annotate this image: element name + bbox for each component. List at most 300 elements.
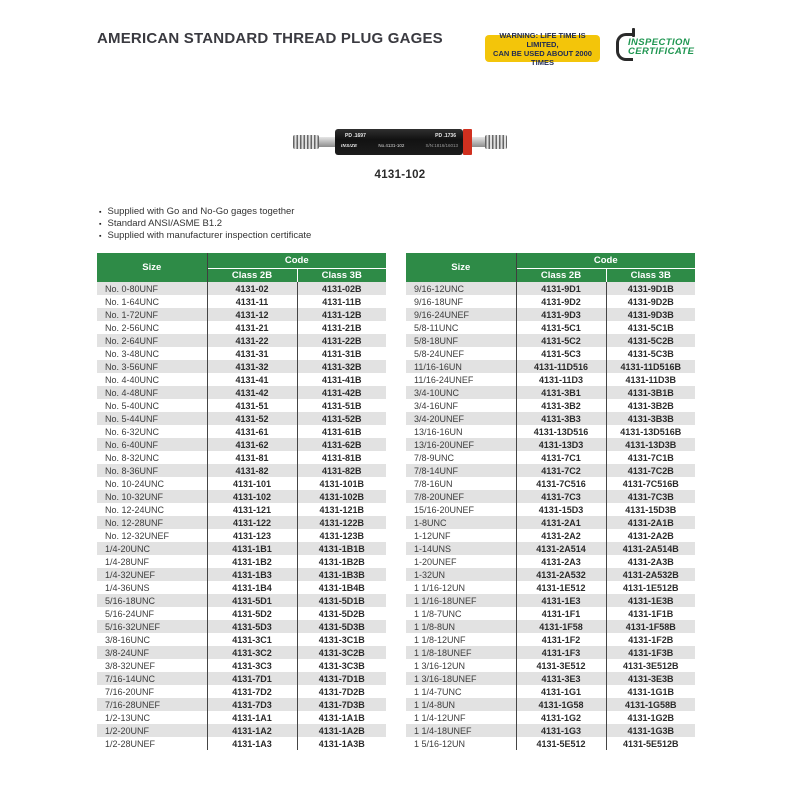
size-value: 1-8UNC: [406, 516, 516, 529]
size-value: No. 3-56UNF: [97, 360, 207, 373]
class-2b-code: 4131-5D2: [207, 607, 297, 620]
table-row: [406, 685, 695, 698]
class-3b-code: 4131-2A1B: [606, 516, 695, 529]
class-2b-code: 4131-1A1: [207, 711, 297, 724]
size-value: 15/16-20UNEF: [406, 503, 516, 516]
page-title: AMERICAN STANDARD THREAD PLUG GAGES: [97, 30, 443, 47]
class-3b-code: 4131-1G1B: [606, 685, 695, 698]
class-2b-header: Class 2B: [516, 268, 606, 282]
size-value: No. 8-32UNC: [97, 451, 207, 464]
table-row: [97, 607, 386, 620]
size-value: No. 0-80UNF: [97, 282, 207, 295]
class-2b-code: 4131-2A1: [516, 516, 606, 529]
class-3b-code: 4131-5C3B: [606, 347, 695, 360]
size-value: No. 4-40UNC: [97, 373, 207, 386]
feature-text: Supplied with manufacturer inspection certificate: [107, 230, 312, 241]
table-row: [406, 724, 695, 737]
class-3b-code: 4131-5C2B: [606, 334, 695, 347]
class-3b-code: 4131-32B: [297, 360, 386, 373]
class-3b-code: 4131-5D2B: [297, 607, 386, 620]
class-3b-code: 4131-5D1B: [297, 594, 386, 607]
class-2b-code: 4131-7C2: [516, 464, 606, 477]
class-2b-code: 4131-02: [207, 282, 297, 295]
class-2b-code: 4131-62: [207, 438, 297, 451]
class-3b-code: 4131-41B: [297, 373, 386, 386]
table-row: [406, 633, 695, 646]
size-value: 1 1/4-18UNEF: [406, 724, 516, 737]
bullet-icon: ▪: [99, 221, 102, 228]
table-row: [406, 438, 695, 451]
size-value: 1 1/16-12UN: [406, 581, 516, 594]
right-pd-marking: PD .1736: [435, 133, 456, 139]
table-row: [406, 399, 695, 412]
size-column-header: Size: [406, 253, 516, 282]
feature-item: [99, 218, 311, 230]
table-row: [406, 386, 695, 399]
table-row: [406, 542, 695, 555]
table-row: [97, 568, 386, 581]
size-value: 9/16-18UNF: [406, 295, 516, 308]
table-row: [97, 464, 386, 477]
table-row: [97, 737, 386, 750]
size-value: 3/4-10UNC: [406, 386, 516, 399]
size-value: 7/8-14UNF: [406, 464, 516, 477]
class-3b-code: 4131-13D3B: [606, 438, 695, 451]
size-value: No. 12-28UNF: [97, 516, 207, 529]
table-row: [97, 438, 386, 451]
table-row: [97, 594, 386, 607]
size-value: No. 1-64UNC: [97, 295, 207, 308]
warning-line-1: WARNING: LIFE TIME IS LIMITED,: [499, 30, 586, 49]
class-3b-code: 4131-1G58B: [606, 698, 695, 711]
size-value: No. 5-44UNF: [97, 412, 207, 425]
class-3b-code: 4131-1G3B: [606, 724, 695, 737]
class-3b-code: 4131-22B: [297, 334, 386, 347]
class-3b-code: 4131-1F3B: [606, 646, 695, 659]
nogo-red-ring: [463, 129, 472, 155]
left-shank: [319, 137, 335, 147]
class-2b-code: 4131-7C1: [516, 451, 606, 464]
size-value: 11/16-16UN: [406, 360, 516, 373]
class-2b-code: 4131-1G1: [516, 685, 606, 698]
size-value: 5/8-24UNEF: [406, 347, 516, 360]
size-value: 1/4-28UNF: [97, 555, 207, 568]
table-row: [406, 672, 695, 685]
class-2b-code: 4131-1E3: [516, 594, 606, 607]
size-value: No. 3-48UNC: [97, 347, 207, 360]
class-3b-code: 4131-12B: [297, 308, 386, 321]
class-2b-code: 4131-41: [207, 373, 297, 386]
class-2b-code: 4131-61: [207, 425, 297, 438]
table-row: [97, 477, 386, 490]
class-2b-code: 4131-52: [207, 412, 297, 425]
size-value: 1 5/16-12UN: [406, 737, 516, 750]
class-3b-header: Class 3B: [297, 268, 386, 282]
class-2b-code: 4131-101: [207, 477, 297, 490]
class-3b-code: 4131-62B: [297, 438, 386, 451]
warning-line-2: CAN BE USED ABOUT 2000 TIMES: [493, 48, 592, 67]
size-value: 13/16-16UN: [406, 425, 516, 438]
table-row: [406, 698, 695, 711]
table-row: [97, 698, 386, 711]
table-row: [97, 334, 386, 347]
size-value: 7/16-20UNF: [97, 685, 207, 698]
table-row: [406, 373, 695, 386]
table-row: [97, 555, 386, 568]
product-code-caption: 4131-102: [374, 169, 426, 181]
model-marking: No.4131-102: [378, 143, 405, 148]
class-3b-code: 4131-1E512B: [606, 581, 695, 594]
inspection-certificate-logo: [616, 32, 706, 62]
feature-item: [99, 206, 311, 218]
table-row: [406, 334, 695, 347]
class-2b-code: 4131-122: [207, 516, 297, 529]
size-value: 3/8-32UNEF: [97, 659, 207, 672]
table-row: [97, 646, 386, 659]
table-row: [406, 620, 695, 633]
size-value: 3/4-16UNF: [406, 399, 516, 412]
class-3b-code: 4131-31B: [297, 347, 386, 360]
table-row: [97, 412, 386, 425]
class-2b-code: 4131-5C1: [516, 321, 606, 334]
table-row: [406, 490, 695, 503]
class-3b-code: 4131-1B3B: [297, 568, 386, 581]
size-value: 3/8-16UNC: [97, 633, 207, 646]
class-2b-code: 4131-15D3: [516, 503, 606, 516]
class-2b-code: 4131-9D2: [516, 295, 606, 308]
class-3b-code: 4131-61B: [297, 425, 386, 438]
class-2b-code: 4131-2A514: [516, 542, 606, 555]
class-3b-code: 4131-02B: [297, 282, 386, 295]
class-2b-code: 4131-7C3: [516, 490, 606, 503]
class-3b-code: 4131-15D3B: [606, 503, 695, 516]
class-2b-code: 4131-7C516: [516, 477, 606, 490]
size-code-table-left: [97, 253, 386, 750]
size-value: 13/16-20UNEF: [406, 438, 516, 451]
size-value: 1-14UNS: [406, 542, 516, 555]
class-3b-code: 4131-1F58B: [606, 620, 695, 633]
size-value: 9/16-12UNC: [406, 282, 516, 295]
class-3b-code: 4131-11D516B: [606, 360, 695, 373]
class-3b-code: 4131-81B: [297, 451, 386, 464]
size-value: 1 1/8-18UNEF: [406, 646, 516, 659]
size-value: 3/4-20UNEF: [406, 412, 516, 425]
class-3b-code: 4131-1G2B: [606, 711, 695, 724]
table-row: [406, 295, 695, 308]
size-value: 1 3/16-12UN: [406, 659, 516, 672]
class-3b-code: 4131-101B: [297, 477, 386, 490]
certificate-bracket-icon: [616, 33, 633, 61]
class-3b-code: 4131-1A3B: [297, 737, 386, 750]
class-2b-code: 4131-3E512: [516, 659, 606, 672]
class-3b-code: 4131-1B2B: [297, 555, 386, 568]
size-value: No. 2-56UNC: [97, 321, 207, 334]
table-row: [97, 295, 386, 308]
class-3b-code: 4131-9D3B: [606, 308, 695, 321]
table-row: [406, 347, 695, 360]
class-3b-code: 4131-3C2B: [297, 646, 386, 659]
class-2b-code: 4131-121: [207, 503, 297, 516]
table-row: [97, 399, 386, 412]
brand-logo: INSIZE: [341, 143, 358, 148]
class-3b-code: 4131-11B: [297, 295, 386, 308]
class-2b-code: 4131-5D1: [207, 594, 297, 607]
class-2b-code: 4131-2A2: [516, 529, 606, 542]
class-2b-code: 4131-3C2: [207, 646, 297, 659]
class-3b-code: 4131-7C3B: [606, 490, 695, 503]
class-2b-code: 4131-11D3: [516, 373, 606, 386]
size-value: No. 12-32UNEF: [97, 529, 207, 542]
size-code-table-right: [406, 253, 695, 750]
class-2b-code: 4131-1E512: [516, 581, 606, 594]
class-3b-code: 4131-52B: [297, 412, 386, 425]
class-2b-code: 4131-1B1: [207, 542, 297, 555]
size-value: No. 4-48UNF: [97, 386, 207, 399]
class-3b-code: 4131-1B4B: [297, 581, 386, 594]
size-value: 1/2-13UNC: [97, 711, 207, 724]
class-2b-code: 4131-3B3: [516, 412, 606, 425]
size-value: No. 10-32UNF: [97, 490, 207, 503]
size-value: 3/8-24UNF: [97, 646, 207, 659]
class-3b-code: 4131-102B: [297, 490, 386, 503]
class-3b-code: 4131-7D3B: [297, 698, 386, 711]
size-value: No. 2-64UNF: [97, 334, 207, 347]
size-value: 1/4-32UNEF: [97, 568, 207, 581]
class-3b-code: 4131-11D3B: [606, 373, 695, 386]
table-row: [97, 685, 386, 698]
table-row: [406, 321, 695, 334]
table-row: [97, 360, 386, 373]
class-2b-code: 4131-5D3: [207, 620, 297, 633]
table-row: [97, 308, 386, 321]
class-3b-code: 4131-7D1B: [297, 672, 386, 685]
class-2b-code: 4131-13D516: [516, 425, 606, 438]
table-row: [406, 607, 695, 620]
class-2b-code: 4131-1F3: [516, 646, 606, 659]
size-value: 5/8-11UNC: [406, 321, 516, 334]
certificate-line-1: INSPECTION: [628, 36, 691, 48]
class-2b-code: 4131-3C3: [207, 659, 297, 672]
table-row: [97, 516, 386, 529]
class-3b-code: 4131-1B1B: [297, 542, 386, 555]
class-2b-code: 4131-1A2: [207, 724, 297, 737]
class-3b-code: 4131-123B: [297, 529, 386, 542]
table-row: [406, 659, 695, 672]
size-value: 1 1/4-12UNF: [406, 711, 516, 724]
size-value: No. 10-24UNC: [97, 477, 207, 490]
size-value: No. 6-40UNF: [97, 438, 207, 451]
class-3b-code: 4131-3B1B: [606, 386, 695, 399]
table-row: [97, 581, 386, 594]
table-row: [406, 737, 695, 750]
size-value: 5/16-32UNEF: [97, 620, 207, 633]
class-3b-code: 4131-1F1B: [606, 607, 695, 620]
size-value: 1/4-20UNC: [97, 542, 207, 555]
warning-badge: [485, 30, 600, 67]
class-2b-code: 4131-7D3: [207, 698, 297, 711]
size-value: 1 1/8-7UNC: [406, 607, 516, 620]
right-shank: [472, 137, 485, 147]
class-3b-code: 4131-9D2B: [606, 295, 695, 308]
bullet-icon: ▪: [99, 209, 102, 216]
class-3b-code: 4131-2A2B: [606, 529, 695, 542]
class-2b-code: 4131-9D1: [516, 282, 606, 295]
class-3b-code: 4131-9D1B: [606, 282, 695, 295]
table-row: [406, 282, 695, 295]
class-3b-code: 4131-1A2B: [297, 724, 386, 737]
size-value: 1-20UNEF: [406, 555, 516, 568]
table-row: [406, 360, 695, 373]
class-2b-code: 4131-5E512: [516, 737, 606, 750]
table-row: [97, 347, 386, 360]
class-3b-code: 4131-2A3B: [606, 555, 695, 568]
table-row: [97, 711, 386, 724]
class-2b-code: 4131-21: [207, 321, 297, 334]
table-row: [406, 308, 695, 321]
go-thread-end: [293, 135, 319, 149]
feature-item: [99, 230, 311, 242]
size-value: 1/2-20UNF: [97, 724, 207, 737]
left-pd-marking: PD .1697: [345, 133, 366, 139]
class-3b-code: 4131-42B: [297, 386, 386, 399]
class-2b-code: 4131-2A532: [516, 568, 606, 581]
code-column-header: Code: [207, 253, 386, 268]
table-row: [406, 581, 695, 594]
class-3b-code: 4131-122B: [297, 516, 386, 529]
class-3b-code: 4131-1E3B: [606, 594, 695, 607]
size-value: 7/16-28UNEF: [97, 698, 207, 711]
size-value: 7/8-9UNC: [406, 451, 516, 464]
table-row: [406, 555, 695, 568]
certificate-line-2: CERTIFICATE: [628, 46, 695, 57]
size-value: 1 1/8-12UNF: [406, 633, 516, 646]
size-value: No. 5-40UNC: [97, 399, 207, 412]
table-row: [97, 724, 386, 737]
class-2b-code: 4131-22: [207, 334, 297, 347]
class-2b-code: 4131-123: [207, 529, 297, 542]
table-row: [97, 451, 386, 464]
nogo-thread-end: [485, 135, 507, 149]
size-value: 7/8-16UN: [406, 477, 516, 490]
size-value: 5/16-24UNF: [97, 607, 207, 620]
class-2b-code: 4131-3B2: [516, 399, 606, 412]
class-2b-code: 4131-12: [207, 308, 297, 321]
table-row: [97, 542, 386, 555]
table-row: [97, 503, 386, 516]
class-2b-code: 4131-1F58: [516, 620, 606, 633]
table-row: [406, 451, 695, 464]
class-2b-code: 4131-3B1: [516, 386, 606, 399]
class-2b-code: 4131-3E3: [516, 672, 606, 685]
table-row: [406, 425, 695, 438]
class-2b-code: 4131-7D1: [207, 672, 297, 685]
size-value: 1-32UN: [406, 568, 516, 581]
class-2b-code: 4131-3C1: [207, 633, 297, 646]
class-3b-code: 4131-7C1B: [606, 451, 695, 464]
class-2b-code: 4131-9D3: [516, 308, 606, 321]
class-3b-code: 4131-51B: [297, 399, 386, 412]
feature-text: Supplied with Go and No-Go gages together: [107, 206, 295, 217]
size-column-header: Size: [97, 253, 207, 282]
table-row: [97, 282, 386, 295]
class-3b-code: 4131-82B: [297, 464, 386, 477]
class-2b-code: 4131-2A3: [516, 555, 606, 568]
feature-text: Standard ANSI/ASME B1.2: [107, 218, 223, 229]
size-value: No. 12-24UNC: [97, 503, 207, 516]
thread-plug-gage-image: [293, 120, 507, 164]
table-row: [406, 568, 695, 581]
size-value: 1 3/16-18UNEF: [406, 672, 516, 685]
table-row: [406, 412, 695, 425]
size-value: 1 1/4-8UN: [406, 698, 516, 711]
class-3b-code: 4131-3E3B: [606, 672, 695, 685]
class-2b-code: 4131-7D2: [207, 685, 297, 698]
size-value: 11/16-24UNEF: [406, 373, 516, 386]
class-2b-code: 4131-102: [207, 490, 297, 503]
size-value: 1-12UNF: [406, 529, 516, 542]
class-3b-code: 4131-2A532B: [606, 568, 695, 581]
class-2b-code: 4131-1B3: [207, 568, 297, 581]
class-2b-code: 4131-51: [207, 399, 297, 412]
size-value: No. 1-72UNF: [97, 308, 207, 321]
table-row: [97, 659, 386, 672]
size-value: 5/16-18UNC: [97, 594, 207, 607]
class-3b-code: 4131-13D516B: [606, 425, 695, 438]
table-row: [406, 711, 695, 724]
table-row: [406, 594, 695, 607]
size-value: 1/4-36UNS: [97, 581, 207, 594]
class-3b-code: 4131-7C516B: [606, 477, 695, 490]
class-2b-code: 4131-81: [207, 451, 297, 464]
table-row: [97, 425, 386, 438]
table-row: [406, 646, 695, 659]
class-3b-code: 4131-1A1B: [297, 711, 386, 724]
class-2b-code: 4131-11D516: [516, 360, 606, 373]
class-3b-header: Class 3B: [606, 268, 695, 282]
table-row: [97, 490, 386, 503]
size-value: 7/8-20UNEF: [406, 490, 516, 503]
class-2b-code: 4131-1F1: [516, 607, 606, 620]
code-column-header: Code: [516, 253, 695, 268]
class-3b-code: 4131-1F2B: [606, 633, 695, 646]
class-2b-code: 4131-5C2: [516, 334, 606, 347]
size-value: 1 1/4-7UNC: [406, 685, 516, 698]
table-row: [97, 373, 386, 386]
class-3b-code: 4131-3B3B: [606, 412, 695, 425]
class-3b-code: 4131-5C1B: [606, 321, 695, 334]
class-3b-code: 4131-2A514B: [606, 542, 695, 555]
class-2b-header: Class 2B: [207, 268, 297, 282]
certificate-label: [628, 38, 694, 57]
table-row: [406, 503, 695, 516]
class-3b-code: 4131-3C3B: [297, 659, 386, 672]
table-row: [97, 633, 386, 646]
size-value: 1 1/8-8UN: [406, 620, 516, 633]
class-2b-code: 4131-5C3: [516, 347, 606, 360]
table-row: [406, 477, 695, 490]
class-3b-code: 4131-21B: [297, 321, 386, 334]
bullet-icon: ▪: [99, 233, 102, 240]
class-2b-code: 4131-82: [207, 464, 297, 477]
class-2b-code: 4131-1G58: [516, 698, 606, 711]
size-value: No. 6-32UNC: [97, 425, 207, 438]
class-3b-code: 4131-3C1B: [297, 633, 386, 646]
class-3b-code: 4131-5E512B: [606, 737, 695, 750]
class-3b-code: 4131-3B2B: [606, 399, 695, 412]
class-2b-code: 4131-42: [207, 386, 297, 399]
size-value: No. 8-36UNF: [97, 464, 207, 477]
class-2b-code: 4131-11: [207, 295, 297, 308]
